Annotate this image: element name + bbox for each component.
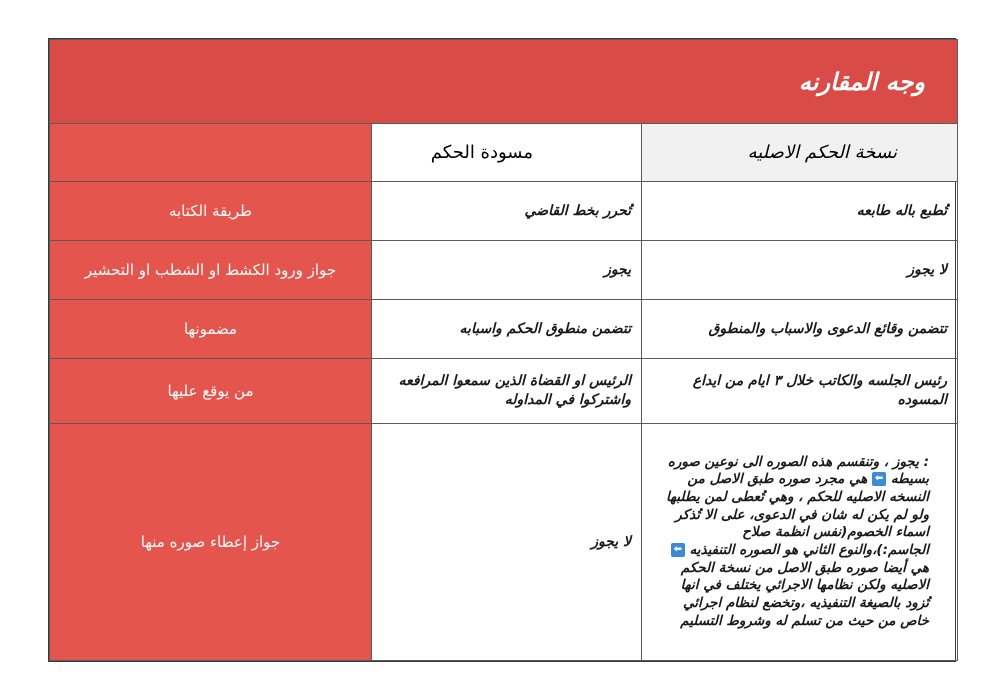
cell-draft: يجوز (372, 241, 642, 300)
row-label: طريقة الكتابه (50, 182, 372, 241)
cell-original: تُطبع باله طابعه (642, 182, 958, 241)
comparison-table (49, 39, 958, 661)
table-row (50, 182, 958, 241)
header-row (50, 124, 958, 182)
page-title: وجه المقارنه (50, 40, 958, 124)
cell-draft: تتضمن منطوق الحكم واسبابه (372, 300, 642, 359)
cell-original: لا يجوز (642, 241, 958, 300)
long-text-part2: هي أيضا صوره طبق الاصل من نسخة الحكم الاصليه ولكن نظامها الاجرائي يختلف في انها تُزود بالصيغة التنفيذيه ،وتخضع لنظام اجرائي خاص من حيث من تسلم له وشروط التسليم (680, 559, 929, 629)
row-label: من يوقع عليها (50, 359, 372, 424)
arrow-left-icon: ⬅ (671, 543, 685, 557)
header-original: نسخة الحكم الاصليه (642, 124, 958, 182)
arrow-left-icon: ⬅ (872, 472, 886, 486)
row-label: جواز ورود الكشط او الشطب او التحشير (50, 241, 372, 300)
long-text-part1: هي مجرد صوره طبق الاصل من النسخه الاصليه للحكم ، وهي تُعطى لمن يطلبها ولو لم يكن له شان في الدعوى، على الا تُذكر اسماء الخصوم(نفس انظمة صلاح الجاسم:)،والنوع الثاني هو الصوره التنفيذيه (665, 471, 929, 558)
header-draft: مسودة الحكم (372, 124, 642, 182)
table-row (50, 300, 958, 359)
row-label: جواز إعطاء صوره منها (50, 424, 372, 661)
cell-original: تتضمن وقائع الدعوى والاسباب والمنطوق (642, 300, 958, 359)
table-row (50, 424, 958, 661)
title-row (50, 40, 958, 124)
cell-original-long (642, 424, 958, 661)
table-row (50, 359, 958, 424)
long-text-intro: : يجوز ، وتنقسم هذه الصوره الى نوعين صوره بسيطه (667, 453, 929, 488)
cell-draft: لا يجوز (372, 424, 642, 661)
header-empty-cell (50, 124, 372, 182)
cell-draft: تُحرر بخط القاضي (372, 182, 642, 241)
table-row (50, 241, 958, 300)
row-label: مضمونها (50, 300, 372, 359)
cell-draft: الرئيس او القضاة الذين سمعوا المرافعه واشتركوا في المداوله (372, 359, 642, 424)
cell-original: رئيس الجلسه والكاتب خلال ٣ ايام من ايداع المسوده (642, 359, 958, 424)
comparison-sheet (48, 38, 956, 662)
